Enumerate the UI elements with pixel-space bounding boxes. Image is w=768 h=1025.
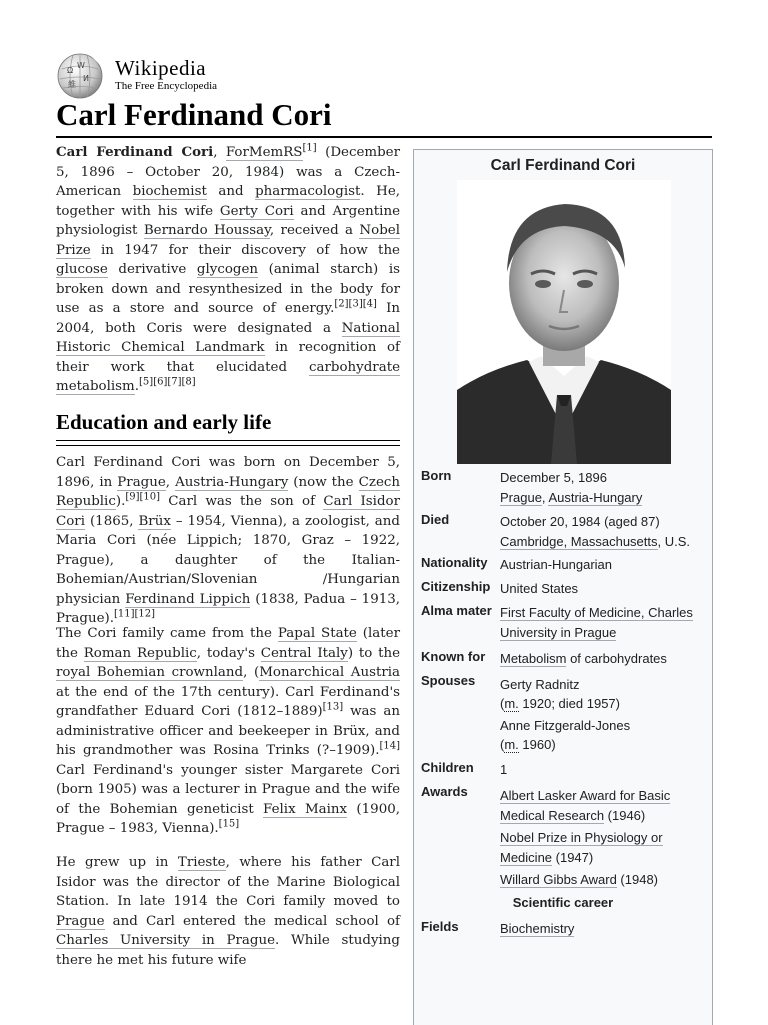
ref-15[interactable]: [15] bbox=[218, 818, 240, 830]
link-ferdinand-lippich[interactable]: Ferdinand Lippich bbox=[125, 591, 251, 607]
link-charles-university[interactable]: Charles University in Prague bbox=[56, 933, 275, 948]
text: , bbox=[213, 145, 226, 160]
text: (1946) bbox=[604, 807, 646, 823]
text: (1900, Prague – 1983, Vienna). bbox=[56, 801, 400, 836]
awards-label: Awards bbox=[421, 784, 468, 799]
link-biochemistry[interactable]: Biochemistry bbox=[500, 921, 575, 936]
fields-value bbox=[500, 919, 710, 939]
born-label: Born bbox=[421, 468, 452, 483]
text: and Argentine physiologist bbox=[56, 203, 401, 238]
nationality-label: Nationality bbox=[421, 555, 488, 570]
link-biochemist[interactable]: biochemist bbox=[132, 184, 207, 199]
link-austria-hungary[interactable]: Austria-Hungary bbox=[175, 474, 289, 490]
text: ). bbox=[115, 494, 126, 509]
spouses-value bbox=[500, 673, 710, 754]
known-for-value bbox=[500, 649, 710, 669]
children-label: Children bbox=[421, 760, 474, 775]
link-papal-state[interactable]: Papal State bbox=[277, 626, 357, 641]
portrait-photo[interactable] bbox=[457, 180, 671, 464]
nationality-value bbox=[500, 555, 710, 575]
spouses-label: Spouses bbox=[421, 673, 476, 688]
link-carl-isidor-cori[interactable]: Carl Isidor Cori bbox=[56, 494, 400, 529]
title-divider bbox=[56, 136, 712, 138]
paragraph-family bbox=[56, 624, 400, 839]
ref-9-10[interactable]: [9][10] bbox=[125, 491, 161, 503]
link-austria-hungary[interactable]: Austria-Hungary bbox=[548, 489, 643, 505]
text: was an administrative officer and beekeeper in Brüx, and his grandmother was Rosina Trinks (?–1909). bbox=[56, 704, 400, 758]
text: and bbox=[206, 184, 256, 199]
text: . He, together with his wife bbox=[56, 184, 401, 219]
link-glucose[interactable]: glucose bbox=[56, 262, 108, 277]
text: He grew up in bbox=[56, 855, 178, 870]
link-royal-bohemian-crownland[interactable]: royal Bohemian crownland bbox=[56, 665, 244, 680]
link-felix-mainx[interactable]: Felix Mainx bbox=[263, 801, 348, 817]
section-divider bbox=[56, 440, 400, 446]
infobox bbox=[413, 149, 713, 1025]
section-heading-education: Education and early life bbox=[56, 410, 272, 434]
text: (December 5, 1896 – October 20, 1984) was a Czech-American bbox=[56, 145, 401, 199]
citizenship-text: United States bbox=[500, 581, 579, 596]
text: (1865, bbox=[85, 513, 139, 529]
children-text: 1 bbox=[500, 762, 508, 777]
text: . bbox=[134, 379, 140, 394]
text: , where his father Carl Isidor was the director of the Marine Biological Station. In late 1914 the Cori family moved to bbox=[56, 855, 400, 909]
text: ) to the bbox=[347, 645, 401, 661]
globe-glyph: 維 bbox=[68, 80, 76, 89]
link-roman-republic[interactable]: Roman Republic bbox=[83, 645, 197, 661]
text: , ( bbox=[243, 665, 260, 680]
page-title: Carl Ferdinand Cori bbox=[56, 97, 332, 132]
ref-2-4[interactable]: [2][3][4] bbox=[334, 298, 377, 310]
subject-name: Carl Ferdinand Cori bbox=[56, 144, 214, 160]
scientific-career-heading: Scientific career bbox=[512, 895, 614, 910]
ref-11-12[interactable]: [11][12] bbox=[114, 608, 156, 620]
text: Carl Ferdinand's younger sister Margarete Cori (born 1905) was a lecturer in Prague and the wife of the Bohemian geneticist bbox=[56, 762, 400, 817]
text: The Cori family came from the bbox=[56, 626, 278, 641]
link-married-abbr[interactable]: m. bbox=[504, 695, 519, 711]
ref-13[interactable]: [13] bbox=[322, 701, 344, 713]
link-gerty-cori[interactable]: Gerty Cori bbox=[219, 203, 294, 219]
link-nobel-prize[interactable]: Nobel Prize bbox=[56, 223, 400, 258]
globe-glyph: Ω bbox=[67, 66, 74, 75]
children-value bbox=[500, 760, 710, 780]
fields-label: Fields bbox=[421, 919, 459, 934]
text: , U.S. bbox=[657, 533, 691, 549]
link-nobel-prize-physiology[interactable]: Nobel Prize in Physiology or bbox=[500, 830, 663, 845]
link-pharmacologist[interactable]: pharmacologist bbox=[255, 184, 361, 199]
nationality-text: Austrian-Hungarian bbox=[500, 557, 613, 572]
spouse-2-name: Anne Fitzgerald-Jones bbox=[500, 718, 631, 733]
text: at the end of the 17th century). Carl Ferdinand's grandfather Eduard Cori (1812–1889) bbox=[56, 684, 400, 719]
text: 1960) bbox=[518, 736, 556, 752]
text: , received a bbox=[269, 223, 360, 238]
text: – 1954, Vienna), a zoologist, and Maria Cori (née Lippich; 1870, Graz – 1922, Prague), a daughter of the Italian-Bohemian/Austrian/Slovenian /Hungarian physician bbox=[56, 513, 400, 607]
paragraph-birth bbox=[56, 453, 400, 629]
wikipedia-tagline: The Free Encyclopedia bbox=[115, 80, 218, 92]
text: , bbox=[165, 474, 176, 490]
ref-5-8[interactable]: [5][6][7][8] bbox=[139, 376, 196, 388]
link-metabolism[interactable]: Metabolism bbox=[500, 651, 567, 666]
link-medicine[interactable]: Medicine bbox=[500, 849, 553, 865]
globe-glyph: W bbox=[77, 61, 85, 70]
ref-14[interactable]: [14] bbox=[379, 740, 400, 752]
text: (1947) bbox=[552, 849, 594, 865]
text: Carl Ferdinand Cori was born on December 5, 1896, in bbox=[56, 455, 400, 490]
link-willard-gibbs-award[interactable]: Willard Gibbs Award bbox=[500, 872, 617, 887]
link-brux[interactable]: Brüx bbox=[138, 513, 171, 529]
alma-mater-value bbox=[500, 603, 710, 642]
link-first-faculty-of-medicine[interactable]: First Faculty of Medicine, Charles bbox=[500, 605, 693, 620]
paragraph-trieste bbox=[56, 853, 400, 970]
link-national-historic-chemical-landmark[interactable]: National Historic Chemical Landmark bbox=[56, 320, 400, 355]
text: . While studying there he met his future wife bbox=[56, 933, 400, 968]
link-glycogen[interactable]: glycogen bbox=[196, 262, 259, 277]
text: (later the bbox=[56, 626, 400, 661]
text: , bbox=[541, 489, 549, 505]
born-date: December 5, 1896 bbox=[500, 470, 607, 485]
globe-glyph: И bbox=[83, 74, 89, 83]
died-value bbox=[500, 512, 710, 551]
text: and Carl entered the medical school of bbox=[104, 913, 400, 929]
text: In 2004, both Coris were designated a bbox=[56, 301, 401, 336]
link-cambridge-massachusetts[interactable]: Cambridge, Massachusetts bbox=[500, 533, 658, 549]
link-prague[interactable]: Prague bbox=[117, 474, 166, 490]
link-czech-republic[interactable]: Czech Republic bbox=[56, 474, 400, 509]
link-formemrs[interactable]: ForMemRS bbox=[225, 145, 303, 160]
link-prague[interactable]: Prague bbox=[500, 489, 542, 505]
text: Carl was the son of bbox=[160, 494, 324, 509]
text: in recognition of their work that elucidated bbox=[56, 340, 400, 375]
died-label: Died bbox=[421, 512, 450, 527]
link-medical-research[interactable]: Medical Research bbox=[500, 807, 605, 823]
known-for-label: Known for bbox=[421, 649, 486, 664]
text: 1920; died 1957) bbox=[518, 695, 620, 711]
died-date: October 20, 1984 (aged 87) bbox=[500, 514, 660, 529]
link-married-abbr[interactable]: m. bbox=[504, 736, 519, 752]
wikipedia-globe-icon bbox=[57, 53, 103, 99]
text: ( bbox=[500, 695, 505, 711]
text: (1948) bbox=[616, 872, 659, 887]
link-university-in-prague[interactable]: University in Prague bbox=[500, 624, 617, 640]
text: ( bbox=[500, 736, 505, 752]
link-prague[interactable]: Prague bbox=[56, 913, 105, 929]
awards-value bbox=[500, 784, 710, 890]
text: (now the bbox=[288, 474, 359, 490]
text: , today's bbox=[196, 645, 261, 661]
citizenship-label: Citizenship bbox=[421, 579, 491, 594]
spouse-1-name: Gerty Radnitz bbox=[500, 677, 580, 692]
text: in 1947 for their discovery of how the bbox=[90, 242, 400, 258]
link-central-italy[interactable]: Central Italy bbox=[260, 645, 348, 661]
text: of carbohydrates bbox=[566, 651, 667, 666]
text: (animal starch) is broken down and resynthesized in the body for use as a store and source of energy. bbox=[56, 262, 400, 316]
link-bernardo-houssay[interactable]: Bernardo Houssay bbox=[143, 223, 270, 238]
ref-1[interactable]: [1] bbox=[302, 142, 317, 154]
alma-mater-label: Alma mater bbox=[421, 603, 492, 618]
wikipedia-wordmark: Wikipedia bbox=[115, 56, 207, 80]
intro-paragraph bbox=[56, 143, 400, 397]
text: (1838, Padua – 1913, Prague). bbox=[56, 591, 401, 626]
link-monarchical-austria[interactable]: Monarchical Austria bbox=[259, 665, 400, 680]
infobox-title: Carl Ferdinand Cori bbox=[490, 157, 636, 174]
link-trieste[interactable]: Trieste bbox=[177, 855, 226, 870]
link-carbohydrate-metabolism[interactable]: carbohydrate metabolism bbox=[56, 359, 400, 394]
citizenship-value bbox=[500, 579, 710, 599]
text: derivative bbox=[107, 262, 197, 277]
link-albert-lasker-award[interactable]: Albert Lasker Award for Basic bbox=[500, 788, 671, 803]
born-value bbox=[500, 468, 710, 507]
